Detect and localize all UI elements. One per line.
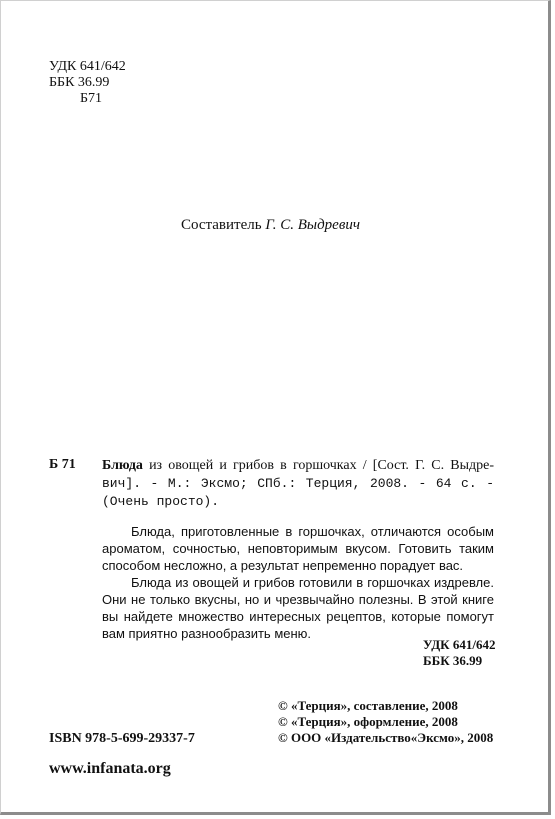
udk-code: УДК 641/642 bbox=[49, 59, 126, 74]
copyright-line: © «Терция», оформление, 2008 bbox=[278, 714, 458, 729]
compiler-name: Г. С. Выдревич bbox=[265, 217, 360, 233]
book-title: Блюда bbox=[102, 458, 143, 473]
classification-codes-right bbox=[423, 637, 495, 669]
udk-code-right: УДК 641/642 bbox=[423, 637, 496, 652]
annotation bbox=[102, 523, 494, 642]
annotation-paragraph: Блюда из овощей и грибов готовили в горшочках издревле. Они не только вкусны, но и чрезвычайно полезны. В этой книге вы найдете множество интересных рецептов, которые помогут вам приятно разнообразить меню. bbox=[102, 575, 494, 641]
biblio-rest-serif: из овощей и грибов в горшочках / [Сост. Г. С. Выдре- bbox=[142, 458, 494, 473]
copyright-line: © «Терция», составление, 2008 bbox=[278, 698, 458, 713]
biblio-rest-mono: вич]. - М.: Эксмо; СПб.: Терция, 2008. - 64 с. - (Очень просто). bbox=[102, 476, 494, 509]
compiler-label: Составитель bbox=[181, 217, 262, 233]
website-link[interactable]: www.infanata.org bbox=[49, 760, 171, 777]
isbn: ISBN 978-5-699-29337-7 bbox=[49, 731, 195, 746]
bbk-code: ББК 36.99 bbox=[49, 75, 110, 90]
author-mark: Б71 bbox=[80, 91, 103, 106]
bibliographic-description bbox=[102, 457, 494, 511]
annotation-paragraph: Блюда, приготовленные в горшочках, отличаются особым ароматом, сочностью, неповторимым вкусом. Готовить таким способом несложно, а результат непременно порадует вас. bbox=[102, 524, 494, 573]
classification-codes bbox=[49, 59, 126, 107]
copyright-block bbox=[278, 698, 493, 746]
copyright-line: © ООО «Издательство«Эксмо», 2008 bbox=[278, 730, 494, 745]
biblio-code: Б 71 bbox=[49, 457, 76, 472]
bbk-code-right: ББК 36.99 bbox=[423, 653, 483, 668]
compiler-line bbox=[181, 217, 360, 234]
